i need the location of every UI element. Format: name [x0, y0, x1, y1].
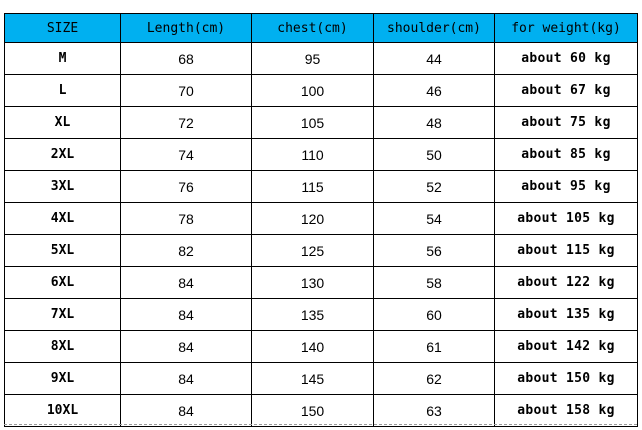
- shoulder-cell: 44: [374, 43, 495, 75]
- chest-cell: 120: [252, 203, 374, 235]
- size-cell: XL: [5, 107, 121, 139]
- size-cell: L: [5, 75, 121, 107]
- shoulder-cell: 60: [374, 299, 495, 331]
- weight-cell: about 75 kg: [495, 107, 638, 139]
- length-cell: 84: [121, 267, 252, 299]
- shoulder-cell: 48: [374, 107, 495, 139]
- table-row: [5, 107, 638, 139]
- weight-cell: about 158 kg: [495, 395, 638, 427]
- weight-cell: about 122 kg: [495, 267, 638, 299]
- shoulder-cell: 52: [374, 171, 495, 203]
- chest-cell: 100: [252, 75, 374, 107]
- weight-cell: about 67 kg: [495, 75, 638, 107]
- shoulder-cell: 62: [374, 363, 495, 395]
- shoulder-cell: 63: [374, 395, 495, 427]
- header-length: Length(cm): [121, 14, 252, 43]
- shoulder-cell: 61: [374, 331, 495, 363]
- chest-cell: 110: [252, 139, 374, 171]
- weight-cell: about 60 kg: [495, 43, 638, 75]
- length-cell: 74: [121, 139, 252, 171]
- header-row: [5, 14, 638, 43]
- table-row: [5, 395, 638, 427]
- chest-cell: 115: [252, 171, 374, 203]
- chest-cell: 140: [252, 331, 374, 363]
- chest-cell: 125: [252, 235, 374, 267]
- shoulder-cell: 50: [374, 139, 495, 171]
- chest-cell: 105: [252, 107, 374, 139]
- size-cell: M: [5, 43, 121, 75]
- chest-cell: 145: [252, 363, 374, 395]
- header-size: SIZE: [5, 14, 121, 43]
- size-cell: 8XL: [5, 331, 121, 363]
- weight-cell: about 85 kg: [495, 139, 638, 171]
- size-cell: 2XL: [5, 139, 121, 171]
- length-cell: 70: [121, 75, 252, 107]
- weight-cell: about 150 kg: [495, 363, 638, 395]
- size-cell: 6XL: [5, 267, 121, 299]
- header-weight: for weight(kg): [495, 14, 638, 43]
- weight-cell: about 105 kg: [495, 203, 638, 235]
- chest-cell: 150: [252, 395, 374, 427]
- chest-cell: 130: [252, 267, 374, 299]
- size-cell: 3XL: [5, 171, 121, 203]
- table-row: [5, 331, 638, 363]
- size-cell: 7XL: [5, 299, 121, 331]
- shoulder-cell: 56: [374, 235, 495, 267]
- length-cell: 72: [121, 107, 252, 139]
- bottom-dashed-rule: [4, 424, 637, 425]
- length-cell: 84: [121, 363, 252, 395]
- length-cell: 68: [121, 43, 252, 75]
- size-cell: 10XL: [5, 395, 121, 427]
- size-chart-table: [4, 13, 638, 427]
- shoulder-cell: 58: [374, 267, 495, 299]
- shoulder-cell: 54: [374, 203, 495, 235]
- weight-cell: about 95 kg: [495, 171, 638, 203]
- table-body: [5, 43, 638, 427]
- chest-cell: 135: [252, 299, 374, 331]
- table-row: [5, 43, 638, 75]
- table-row: [5, 75, 638, 107]
- length-cell: 76: [121, 171, 252, 203]
- length-cell: 78: [121, 203, 252, 235]
- shoulder-cell: 46: [374, 75, 495, 107]
- length-cell: 84: [121, 299, 252, 331]
- table-header: [5, 14, 638, 43]
- weight-cell: about 115 kg: [495, 235, 638, 267]
- size-cell: 5XL: [5, 235, 121, 267]
- chest-cell: 95: [252, 43, 374, 75]
- length-cell: 84: [121, 395, 252, 427]
- size-cell: 4XL: [5, 203, 121, 235]
- table-row: [5, 171, 638, 203]
- table-row: [5, 363, 638, 395]
- weight-cell: about 142 kg: [495, 331, 638, 363]
- table-row: [5, 235, 638, 267]
- table-row: [5, 139, 638, 171]
- length-cell: 84: [121, 331, 252, 363]
- length-cell: 82: [121, 235, 252, 267]
- header-shoulder: shoulder(cm): [374, 14, 495, 43]
- table-row: [5, 299, 638, 331]
- header-chest: chest(cm): [252, 14, 374, 43]
- weight-cell: about 135 kg: [495, 299, 638, 331]
- table-row: [5, 267, 638, 299]
- table-row: [5, 203, 638, 235]
- size-cell: 9XL: [5, 363, 121, 395]
